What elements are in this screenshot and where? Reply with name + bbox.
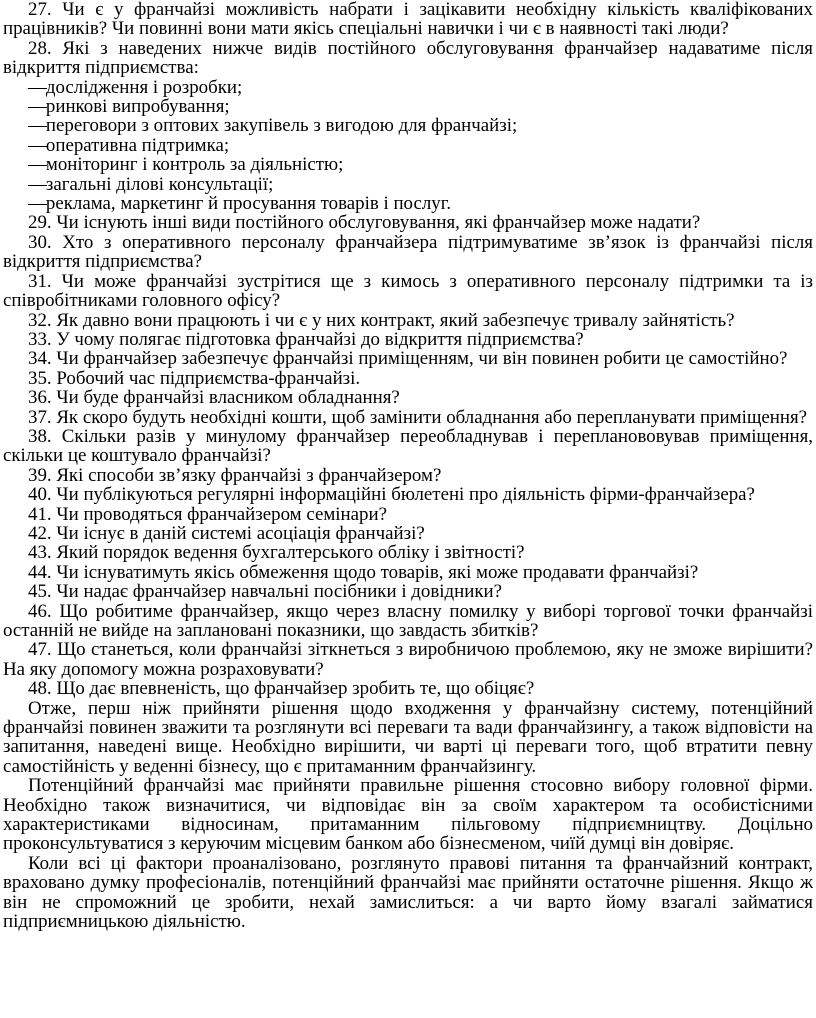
list-item-text: ринкові випробування;	[45, 96, 230, 118]
dash-bullet: —	[28, 154, 46, 176]
list-item	[3, 175, 813, 194]
question-44: 44. Чи існуватимуть якісь обмеження щодо товарів, які може продавати франчайзі?	[28, 561, 699, 583]
question-35: 35. Робочий час підприємства-франчайзі.	[28, 367, 361, 389]
question-32: 32. Як давно вони працюють і чи є у них контракт, який забезпечує тривалу зайнятість?	[28, 309, 735, 331]
question-29: 29. Чи існують інші види постійного обслуговування, які франчайзер може надати?	[28, 212, 701, 234]
list-item-text: реклама, маркетинг й просування товарів і послуг.	[45, 193, 452, 215]
dash-bullet: —	[28, 193, 46, 215]
question-43: 43. Який порядок ведення бухгалтерського обліку і звітності?	[28, 542, 525, 564]
choice-paragraph: Потенційний франчайзі має прийняти правильне рішення стосовно вибору головної фірми. Необхідно також визначитися, чи відповідає він за своїм характером та особистісними характеристиками відносинам, притаманним пільговому підприємництву. Доцільно проконсультуватися з керуючим місцевим банком або бізнесменом, чиїй думці він довіряє.	[3, 775, 813, 855]
list-item	[3, 97, 813, 116]
question-38: 38. Скільки разів у минулому франчайзер переобладнував і перепланововував приміщення, скільки це коштувало франчайзі?	[3, 425, 813, 467]
list-item	[3, 194, 813, 213]
question-28: 28. Які з наведених нижче видів постійного обслуговування франчайзер надаватиме після відкриття підприємства:	[3, 37, 813, 79]
question-42: 42. Чи існує в даній системі асоціація франчайзі?	[28, 522, 425, 544]
list-item-text: загальні ділові консультації;	[45, 173, 274, 195]
list-item-text: дослідження і розробки;	[45, 76, 243, 98]
question-47: 47. Що станеться, коли франчайзі зіткнеться з виробничою проблемою, яку не зможе вирішити? На яку допомогу можна розраховувати?	[3, 639, 813, 680]
question-31: 31. Чи може франчайзі зустрітися ще з кимось з оперативного персоналу підтримки та із співробітниками головного офісу?	[3, 270, 813, 312]
dash-bullet: —	[28, 134, 46, 156]
list-item-text: моніторинг і контроль за діяльністю;	[45, 154, 344, 176]
question-33: 33. У чому полягає підготовка франчайзі до відкриття підприємства?	[28, 328, 584, 350]
question-48: 48. Що дає впевненість, що франчайзер зробить те, що обіцяє?	[28, 678, 535, 700]
list-item	[3, 155, 813, 174]
dash-bullet: —	[28, 115, 46, 137]
list-item	[3, 116, 813, 135]
list-item-text: оперативна підтримка;	[45, 134, 230, 156]
question-41: 41. Чи проводяться франчайзером семінари?	[28, 503, 387, 525]
question-40: 40. Чи публікуються регулярні інформаційні бюлетені про діяльність фірми-франчайзера?	[28, 484, 755, 506]
question-27: 27. Чи є у франчайзі можливість набрати і зацікавити необхідну кількість кваліфікованих працівників? Чи повинні вони мати якісь спеціальні навички і чи є в наявності такі люди?	[3, 0, 813, 40]
final-paragraph: Коли всі ці фактори проаналізовано, розглянуто правові питання та франчайзний контракт, враховано думку професіоналів, потенційний франчайзі має прийняти остаточне рішення. Якщо ж він не спроможний це зробити, нехай замислиться: а чи варто йому взагалі займатися підприємницькою діяльністю.	[3, 852, 813, 933]
dash-bullet: —	[28, 173, 46, 195]
dash-bullet: —	[28, 96, 46, 118]
list-item	[3, 78, 813, 97]
question-39: 39. Які способи зв’язку франчайзі з франчайзером?	[28, 464, 442, 486]
question-45: 45. Чи надає франчайзер навчальні посібники і довідники?	[28, 581, 503, 603]
question-36: 36. Чи буде франчайзі власником обладнання?	[28, 387, 400, 409]
question-30: 30. Хто з оперативного персоналу франчайзера підтримуватиме зв’язок із франчайзі після відкриття підприємства?	[3, 231, 813, 273]
list-item	[3, 136, 813, 155]
service-list	[3, 78, 813, 214]
question-37: 37. Як скоро будуть необхідні кошти, щоб замінити обладнання або перепланувати приміщення?	[28, 406, 808, 428]
list-item-text: переговори з оптових закупівель з вигодою для франчайзі;	[45, 115, 518, 137]
question-34: 34. Чи франчайзер забезпечує франчайзі приміщенням, чи він повинен робити це самостійно?	[28, 348, 788, 370]
question-46: 46. Що робитиме франчайзер, якщо через власну помилку у виборі торгової точки франчайзі останній не вийде на заплановані показники, що завдасть збитків?	[3, 600, 813, 641]
dash-bullet: —	[28, 76, 46, 98]
conclusion-paragraph: Отже, перш ніж прийняти рішення щодо входження у франчайзну систему, потенційний франчайзі повинен зважити та розглянути всі переваги та вади франчайзингу, а також відповісти на запитання, наведені вище. Необхідно вирішити, чи варті ці переваги того, щоб втратити певну самостійність у веденні бізнесу, що є притаманним франчайзингу.	[3, 697, 813, 777]
